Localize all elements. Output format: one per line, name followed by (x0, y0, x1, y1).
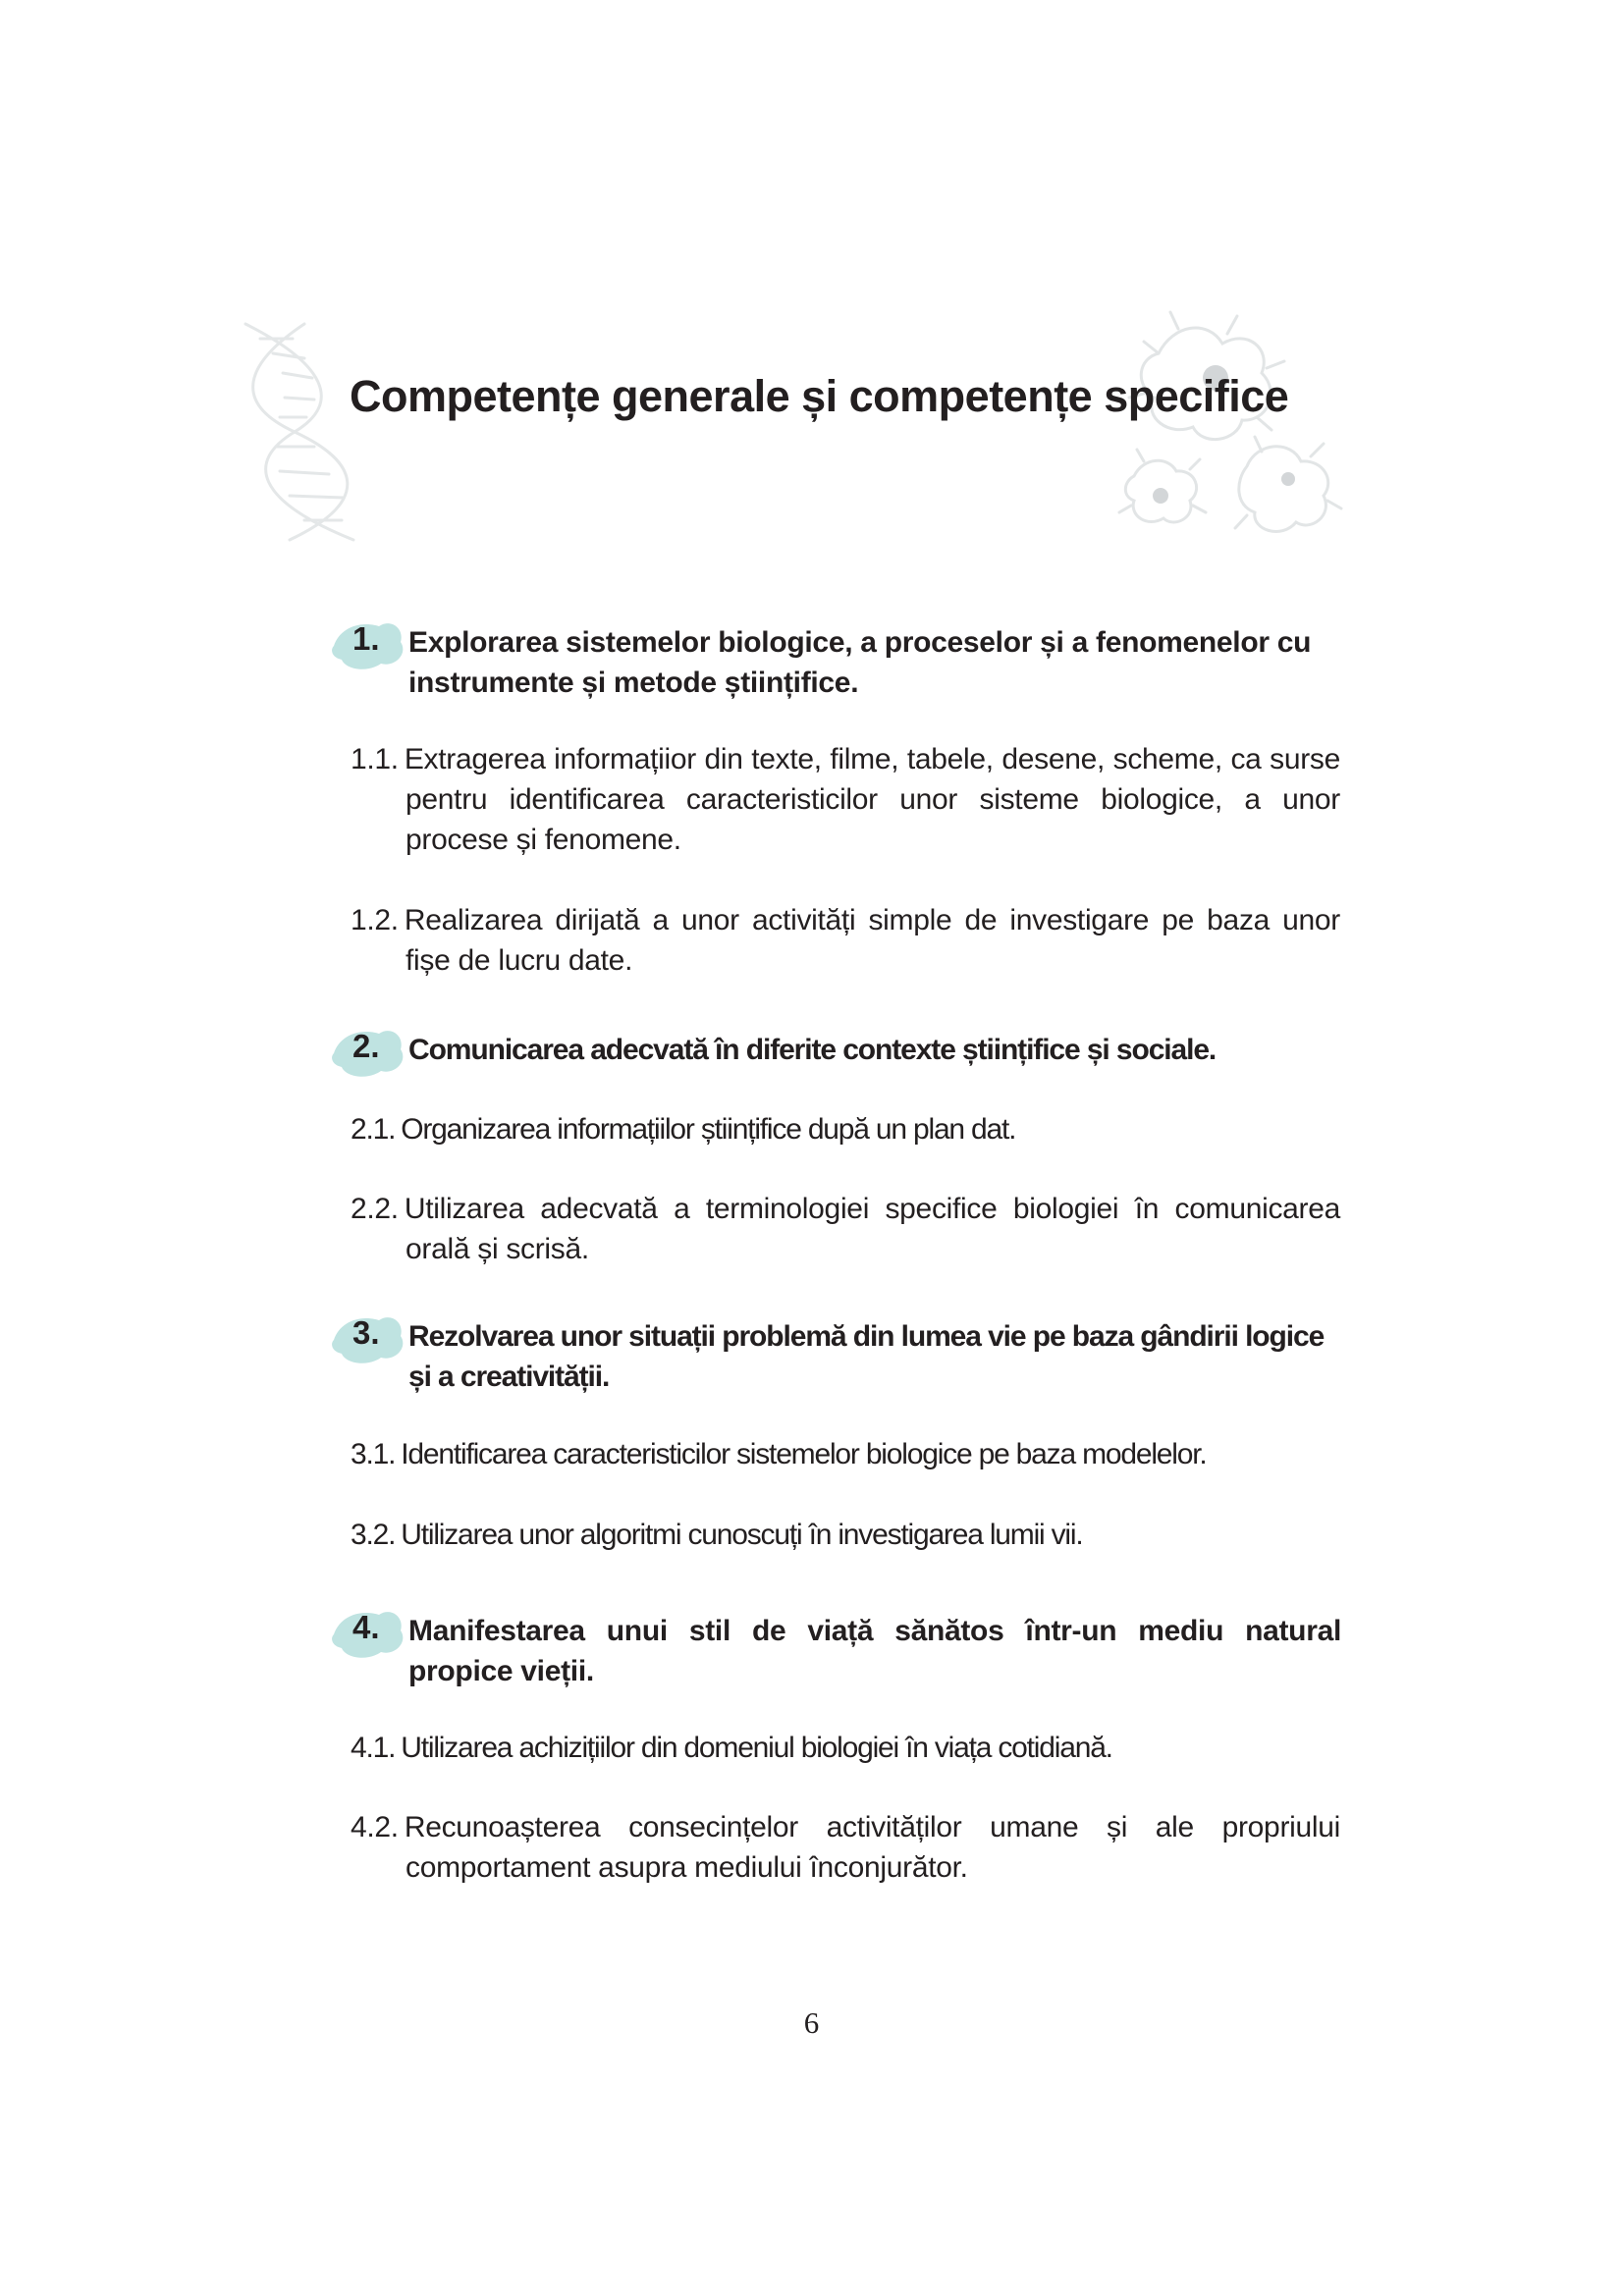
number-badge (330, 616, 408, 675)
general-competence-text: Explorarea sistemelor biologice, a proceselor și a fenomenelor cu instrumente și metode științifice. (408, 626, 1312, 699)
specific-competence-2-2 (351, 1189, 1340, 1269)
item-number: 4.1. (351, 1732, 396, 1764)
item-number: 1.1. (351, 743, 399, 775)
general-competence-text: Comunicarea adecvată în diferite contexte științifice și sociale. (408, 1034, 1217, 1066)
page-number: 6 (803, 2005, 820, 2040)
item-text: Organizarea informațiilor științifice după un plan dat. (401, 1113, 1016, 1146)
specific-competence-4-1 (351, 1728, 1340, 1768)
item-number: 3.1. (351, 1438, 396, 1470)
specific-competence-1-1 (351, 739, 1340, 860)
item-number: 1.2. (351, 904, 399, 936)
page-title: Competențe generale și competențe specifice (350, 371, 1289, 421)
section-number: 3. (352, 1314, 380, 1351)
section-number: 1. (352, 620, 380, 657)
item-number: 2.1. (351, 1113, 396, 1146)
number-badge (330, 1024, 408, 1083)
item-text: Utilizarea adecvată a terminologiei specifice biologiei în comunicarea orală și scrisă. (404, 1193, 1340, 1265)
specific-competence-3-1 (351, 1434, 1340, 1474)
general-competence-text: Rezolvarea unor situații problemă din lumea vie pe baza gândirii logice și a creativității. (408, 1320, 1325, 1393)
number-badge (330, 1605, 408, 1664)
general-competence-text: Manifestarea unui stil de viață sănătos într-un mediu natural propice vieții. (408, 1615, 1341, 1687)
item-text: Realizarea dirijată a unor activități simple de investigare pe baza unor fișe de lucru date. (404, 904, 1340, 977)
specific-competence-3-2 (351, 1515, 1340, 1555)
section-number: 2. (352, 1028, 380, 1064)
virus-cells-icon (1100, 294, 1345, 560)
specific-competence-2-1 (351, 1109, 1340, 1149)
item-text: Extragerea informațiior din texte, filme, tabele, desene, scheme, ca surse pentru identificarea caracteristicilor unor sisteme biologice, a unor procese și fenomene. (404, 743, 1340, 856)
specific-competence-1-2 (351, 900, 1340, 981)
number-badge (330, 1310, 408, 1369)
specific-competence-4-2 (351, 1807, 1340, 1888)
item-number: 4.2. (351, 1811, 399, 1843)
item-number: 3.2. (351, 1519, 396, 1551)
item-text: Utilizarea achizițiilor din domeniul biologiei în viața cotidiană. (401, 1732, 1112, 1764)
dna-helix-icon (236, 319, 393, 545)
item-text: Recunoașterea consecințelor activităților umane și ale propriului comportament asupra mediului înconjurător. (404, 1811, 1340, 1884)
section-number: 4. (352, 1609, 380, 1645)
item-text: Identificarea caracteristicilor sistemelor biologice pe baza modelelor. (401, 1438, 1207, 1470)
item-text: Utilizarea unor algoritmi cunoscuți în investigarea lumii vii. (401, 1519, 1083, 1551)
item-number: 2.2. (351, 1193, 399, 1225)
